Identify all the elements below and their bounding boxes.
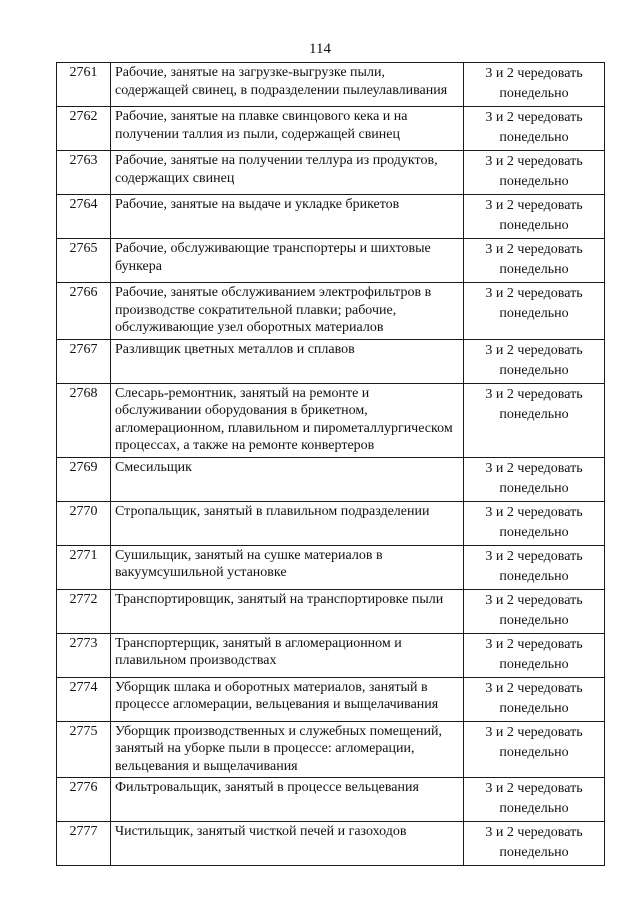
row-norm	[464, 151, 605, 195]
row-norm	[464, 195, 605, 239]
norm-line-2: понедельно	[499, 656, 569, 672]
row-description: Рабочие, занятые на загрузке-выгрузке пыли, содержащей свинец, в подразделении пылеулавливания	[111, 63, 464, 107]
row-description: Фильтровальщик, занятый в процессе вельцевания	[111, 778, 464, 822]
row-number: 2761	[57, 63, 111, 107]
row-number: 2767	[57, 339, 111, 383]
row-norm	[464, 383, 605, 457]
row-description: Рабочие, занятые на плавке свинцового кека и на получении таллия из пыли, содержащей свинец	[111, 107, 464, 151]
norm-line-1: 3 и 2 чередовать	[485, 781, 583, 796]
norm-line-1: 3 и 2 чередовать	[485, 592, 583, 608]
row-number: 2762	[57, 107, 111, 151]
table-row	[57, 383, 605, 457]
table-body	[57, 63, 605, 866]
row-description: Стропальщик, занятый в плавильном подразделении	[111, 501, 464, 545]
norm-line-2: понедельно	[499, 218, 569, 233]
table-row	[57, 239, 605, 283]
table-row	[57, 151, 605, 195]
norm-line-1: 3 и 2 чередовать	[485, 636, 583, 652]
row-norm	[464, 633, 605, 677]
norm-line-2: понедельно	[499, 801, 569, 816]
norm-line-2: понедельно	[499, 744, 569, 760]
row-description: Разливщик цветных металлов и сплавов	[111, 339, 464, 383]
norm-line-1: 3 и 2 чередовать	[485, 66, 583, 81]
norm-line-1: 3 и 2 чередовать	[485, 460, 583, 476]
row-norm	[464, 457, 605, 501]
norm-line-2: понедельно	[499, 262, 569, 277]
norm-line-2: понедельно	[499, 306, 569, 321]
table-row	[57, 283, 605, 340]
norm-line-1: 3 и 2 чередовать	[485, 110, 583, 125]
row-description: Рабочие, занятые на получении теллура из продуктов, содержащих свинец	[111, 151, 464, 195]
norm-line-1: 3 и 2 чередовать	[485, 286, 583, 301]
table-row	[57, 545, 605, 589]
table-row	[57, 633, 605, 677]
norm-line-2: понедельно	[499, 845, 569, 860]
row-number: 2772	[57, 589, 111, 633]
row-description: Уборщик шлака и оборотных материалов, занятый в процессе агломерации, вельцевания и выщелачивания	[111, 677, 464, 721]
table-row	[57, 339, 605, 383]
row-description: Слесарь-ремонтник, занятый на ремонте и обслуживании оборудования в брикетном, агломерационном, плавильном и пирометаллургическом процессах, а также на ремонте конвертеров	[111, 383, 464, 457]
row-description: Смесильщик	[111, 457, 464, 501]
row-norm	[464, 339, 605, 383]
norm-line-1: 3 и 2 чередовать	[485, 386, 583, 402]
table-row	[57, 501, 605, 545]
row-norm	[464, 107, 605, 151]
page-number: 114	[309, 41, 331, 57]
row-number: 2776	[57, 778, 111, 822]
norm-line-2: понедельно	[499, 362, 569, 378]
norm-line-2: понедельно	[499, 568, 569, 584]
row-number: 2769	[57, 457, 111, 501]
norm-line-2: понедельно	[499, 700, 569, 716]
row-number: 2765	[57, 239, 111, 283]
row-norm	[464, 589, 605, 633]
row-number: 2773	[57, 633, 111, 677]
document-table	[56, 62, 605, 866]
norm-line-2: понедельно	[499, 174, 569, 189]
norm-line-2: понедельно	[499, 612, 569, 628]
row-description: Рабочие, занятые обслуживанием электрофильтров в производстве сократительной плавки; рабочие, обслуживающие узел оборотных материалов	[111, 283, 464, 340]
row-norm	[464, 545, 605, 589]
table-row	[57, 63, 605, 107]
norm-line-1: 3 и 2 чередовать	[485, 680, 583, 696]
row-norm	[464, 63, 605, 107]
row-number: 2774	[57, 677, 111, 721]
row-description: Транспортерщик, занятый в агломерационном и плавильном производствах	[111, 633, 464, 677]
row-number: 2777	[57, 822, 111, 866]
norm-line-1: 3 и 2 чередовать	[485, 825, 583, 840]
table-row	[57, 589, 605, 633]
norm-line-1: 3 и 2 чередовать	[485, 198, 583, 213]
norm-line-1: 3 и 2 чередовать	[485, 242, 583, 257]
norm-line-2: понедельно	[499, 130, 569, 145]
norm-line-2: понедельно	[499, 86, 569, 101]
row-description: Уборщик производственных и служебных помещений, занятый на уборке пыли в процессе: агломерации, вельцевания и выщелачивания	[111, 721, 464, 778]
row-number: 2763	[57, 151, 111, 195]
row-norm	[464, 721, 605, 778]
row-number: 2768	[57, 383, 111, 457]
row-norm	[464, 677, 605, 721]
table-row	[57, 457, 605, 501]
row-norm	[464, 778, 605, 822]
norm-line-1: 3 и 2 чередовать	[485, 724, 583, 740]
row-number: 2775	[57, 721, 111, 778]
norm-line-2: понедельно	[499, 406, 569, 422]
row-number: 2770	[57, 501, 111, 545]
row-norm	[464, 501, 605, 545]
row-description: Сушильщик, занятый на сушке материалов в вакуумсушильной установке	[111, 545, 464, 589]
row-number: 2764	[57, 195, 111, 239]
norm-line-1: 3 и 2 чередовать	[485, 154, 583, 169]
norm-line-2: понедельно	[499, 524, 569, 540]
table-row	[57, 778, 605, 822]
norm-line-1: 3 и 2 чередовать	[485, 342, 583, 358]
norm-line-1: 3 и 2 чередовать	[485, 504, 583, 520]
table-row	[57, 195, 605, 239]
row-description: Рабочие, обслуживающие транспортеры и шихтовые бункера	[111, 239, 464, 283]
norm-line-1: 3 и 2 чередовать	[485, 548, 583, 564]
row-description: Рабочие, занятые на выдаче и укладке брикетов	[111, 195, 464, 239]
row-description: Чистильщик, занятый чисткой печей и газоходов	[111, 822, 464, 866]
table-row	[57, 677, 605, 721]
row-norm	[464, 283, 605, 340]
row-norm	[464, 239, 605, 283]
row-number: 2766	[57, 283, 111, 340]
row-norm	[464, 822, 605, 866]
table-row	[57, 822, 605, 866]
row-description: Транспортировщик, занятый на транспортировке пыли	[111, 589, 464, 633]
row-number: 2771	[57, 545, 111, 589]
table-row	[57, 721, 605, 778]
norm-line-2: понедельно	[499, 480, 569, 496]
table-row	[57, 107, 605, 151]
